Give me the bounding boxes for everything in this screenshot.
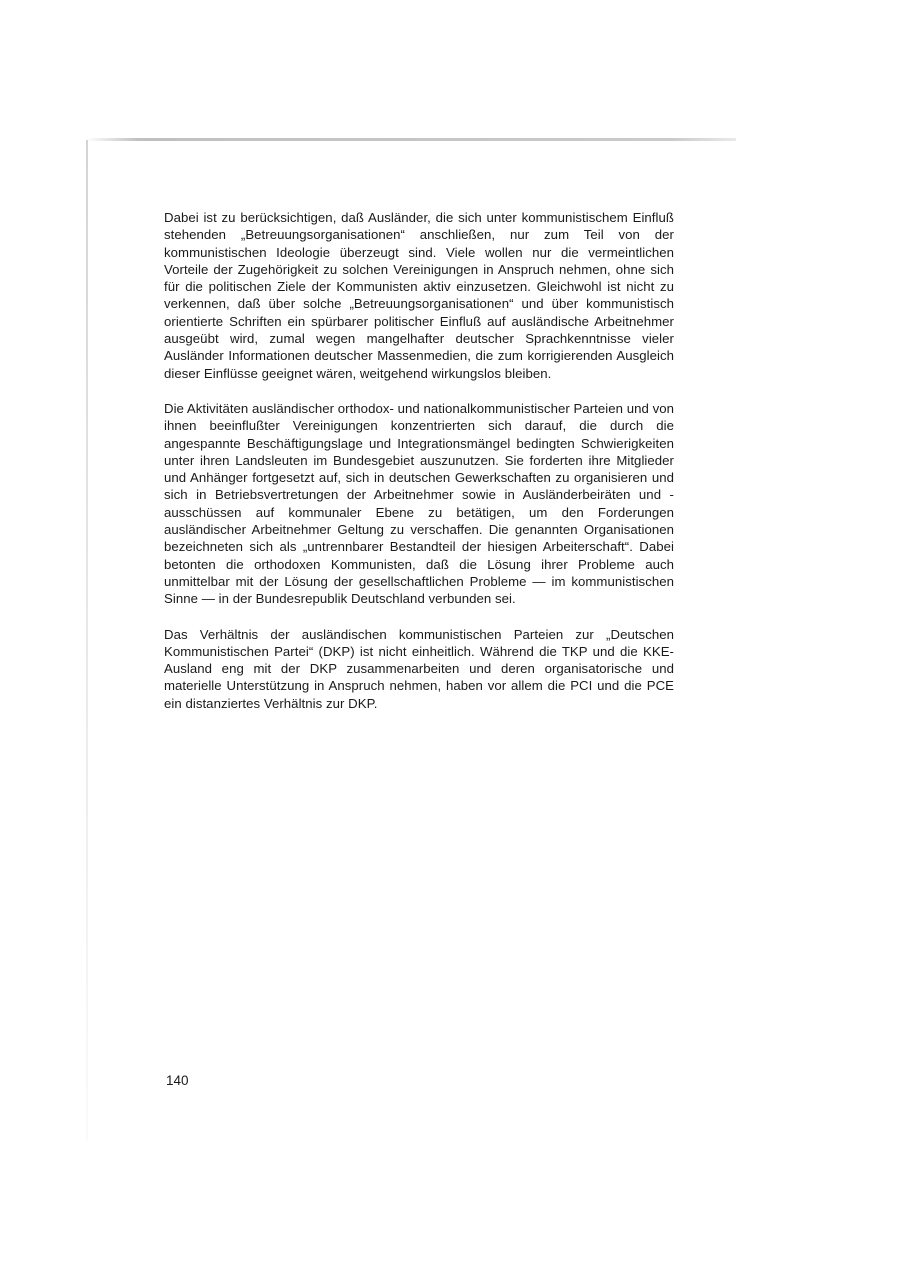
- scan-shadow-left: [86, 140, 88, 1140]
- paragraph-1: Dabei ist zu berücksichtigen, daß Ausländer, die sich unter kommunistischem Einfluß stehenden „Betreuungsorganisationen“ anschließen, nur zum Teil von der kommunistischen Ideologie überzeugt sind. Viele wollen nur die vermeintlichen Vorteile der Zugehörigkeit zu solchen Vereinigungen in Anspruch nehmen, ohne sich für die politischen Ziele der Kommunisten aktiv einzusetzen. Gleichwohl ist nicht zu verkennen, daß über solche „Betreuungsorganisationen“ und über kommunistisch orientierte Schriften ein spürbarer politischer Einfluß auf ausländische Arbeitnehmer ausgeübt wird, zumal wegen mangelhafter deutscher Sprachkenntnisse vieler Ausländer Informationen deutscher Massenmedien, die zum korrigierenden Ausgleich dieser Einflüsse geeignet wären, weitgehend wirkungslos bleiben.: [164, 210, 674, 381]
- scan-shadow-top: [86, 138, 736, 141]
- paragraph-2: Die Aktivitäten ausländischer orthodox- und nationalkommunistischer Parteien und von ihnen beeinflußter Vereinigungen konzentrierten sich darauf, die durch die angespannte Beschäftigungslage und Integrationsmängel bedingten Schwierigkeiten unter ihren Landsleuten im Bundesgebiet auszunutzen. Sie forderten ihre Mitglieder und Anhänger fortgesetzt auf, sich in deutschen Gewerkschaften zu organisieren und sich in Betriebsvertretungen der Arbeitnehmer sowie in Ausländerbeiräten und -ausschüssen auf kommunaler Ebene zu betätigen, um den Forderungen ausländischer Arbeitnehmer Geltung zu verschaffen. Die genannten Organisationen bezeichneten sich als „untrennbarer Bestandteil der hiesigen Arbeiterschaft“. Dabei betonten die orthodoxen Kommunisten, daß die Lösung ihrer Probleme auch unmittelbar mit der Lösung der gesellschaftlichen Probleme — im kommunistischen Sinne — in der Bundesrepublik Deutschland verbunden sei.: [164, 400, 675, 607]
- document-body: [164, 209, 674, 730]
- page-number: 140: [166, 1073, 189, 1088]
- paragraph-3: Das Verhältnis der ausländischen kommunistischen Parteien zur „Deutschen Kommunistischen Partei“ (DKP) ist nicht einheitlich. Während die TKP und die KKE-Ausland eng mit der DKP zusammenarbeiten und deren organisatorische und materielle Unterstützung in Anspruch nehmen, haben vor allem die PCI und die PCE ein distanziertes Verhältnis zur DKP.: [164, 626, 674, 711]
